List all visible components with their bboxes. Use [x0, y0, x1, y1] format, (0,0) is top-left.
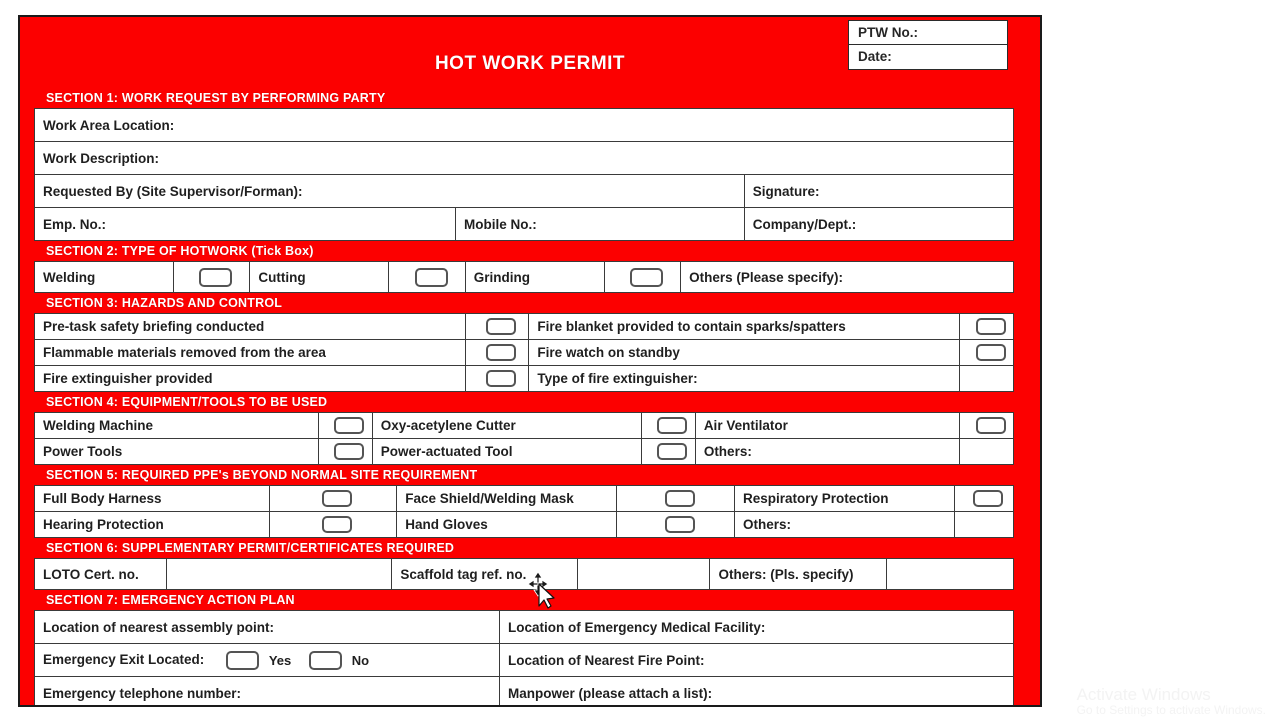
checkbox-icon[interactable]: [665, 490, 695, 507]
ppe-checkbox-full-body-harness[interactable]: [269, 486, 396, 512]
ppe-label-respiratory-protection: Respiratory Protection: [734, 486, 954, 512]
checkbox-icon[interactable]: [630, 268, 663, 287]
checkbox-icon[interactable]: [486, 370, 516, 387]
section-5-table: [34, 485, 1014, 538]
scaffold-tag-input[interactable]: [578, 559, 710, 590]
watermark-line-2: Go to Settings to activate Windows.: [1076, 703, 1266, 718]
table-row: [35, 559, 1014, 590]
hazard-checkbox-fire-blanket[interactable]: [960, 314, 1014, 340]
ptw-no-field[interactable]: PTW No.:: [849, 21, 1007, 45]
hazard-label-pretask-briefing: Pre-task safety briefing conducted: [35, 314, 466, 340]
table-row: [35, 109, 1014, 142]
table-row: [35, 262, 1014, 293]
section-5-header: SECTION 5: REQUIRED PPE's BEYOND NORMAL SITE REQUIREMENT: [34, 465, 1014, 485]
document-header: [20, 17, 1040, 79]
section-6-table: [34, 558, 1014, 590]
activate-windows-watermark: [1077, 685, 1266, 718]
ppe-others-value[interactable]: [955, 512, 1014, 538]
emergency-telephone-cell[interactable]: Emergency telephone number:: [35, 677, 500, 708]
table-row: [35, 142, 1014, 175]
equipment-label-power-actuated-tool: Power-actuated Tool: [372, 439, 641, 465]
requested-by-cell[interactable]: Requested By (Site Supervisor/Forman):: [35, 175, 745, 208]
mobile-no-cell[interactable]: Mobile No.:: [455, 208, 744, 241]
section-6-header: SECTION 6: SUPPLEMENTARY PERMIT/CERTIFICATES REQUIRED: [34, 538, 1014, 558]
ppe-checkbox-hearing-protection[interactable]: [269, 512, 396, 538]
hazard-label-fire-blanket: Fire blanket provided to contain sparks/spatters: [529, 314, 960, 340]
checkbox-icon[interactable]: [415, 268, 448, 287]
medical-facility-cell[interactable]: Location of Emergency Medical Facility:: [500, 611, 1014, 644]
hazard-label-extinguisher-provided: Fire extinguisher provided: [35, 366, 466, 392]
equipment-checkbox-power-tools[interactable]: [318, 439, 372, 465]
checkbox-icon[interactable]: [322, 516, 352, 533]
equipment-label-oxy-acetylene-cutter: Oxy-acetylene Cutter: [372, 413, 641, 439]
hotwork-type-label-welding: Welding: [35, 262, 174, 293]
table-row: [35, 175, 1014, 208]
date-field[interactable]: Date:: [858, 49, 892, 64]
signature-cell[interactable]: Signature:: [744, 175, 1013, 208]
ppe-checkbox-face-shield[interactable]: [617, 486, 734, 512]
checkbox-icon[interactable]: [665, 516, 695, 533]
ppe-label-hand-gloves: Hand Gloves: [397, 512, 617, 538]
section-4-header: SECTION 4: EQUIPMENT/TOOLS TO BE USED: [34, 392, 1014, 412]
section-1-table: [34, 108, 1014, 241]
hotwork-type-others-cell[interactable]: Others (Please specify):: [681, 262, 1014, 293]
table-row: [35, 366, 1014, 392]
work-area-location-cell[interactable]: Work Area Location:: [35, 109, 1014, 142]
checkbox-icon[interactable]: [657, 417, 687, 434]
table-row: [35, 413, 1014, 439]
manpower-cell[interactable]: Manpower (please attach a list):: [500, 677, 1014, 708]
table-row: [35, 340, 1014, 366]
hazard-checkbox-fire-watch[interactable]: [960, 340, 1014, 366]
work-description-cell[interactable]: Work Description:: [35, 142, 1014, 175]
section-3-header: SECTION 3: HAZARDS AND CONTROL: [34, 293, 1014, 313]
checkbox-icon[interactable]: [973, 490, 1003, 507]
hotwork-type-checkbox-grinding[interactable]: [604, 262, 680, 293]
section-1-header: SECTION 1: WORK REQUEST BY PERFORMING PARTY: [34, 88, 1014, 108]
section-2-header: SECTION 2: TYPE OF HOTWORK (Tick Box): [34, 241, 1014, 261]
hazard-checkbox-extinguisher-provided[interactable]: [465, 366, 529, 392]
ptw-info-box: [848, 20, 1008, 70]
hot-work-permit-document: [18, 15, 1042, 707]
hotwork-type-checkbox-cutting[interactable]: [389, 262, 465, 293]
hotwork-type-label-grinding: Grinding: [465, 262, 604, 293]
emp-no-cell[interactable]: Emp. No.:: [35, 208, 456, 241]
loto-cert-label: LOTO Cert. no.: [35, 559, 167, 590]
emergency-exit-yes-checkbox[interactable]: [226, 651, 259, 670]
equipment-checkbox-oxy-acetylene-cutter[interactable]: [641, 413, 695, 439]
hotwork-type-checkbox-welding[interactable]: [174, 262, 250, 293]
table-row: [35, 611, 1014, 644]
supplementary-others-input[interactable]: [886, 559, 1013, 590]
checkbox-icon[interactable]: [334, 417, 364, 434]
emergency-exit-no-checkbox[interactable]: [309, 651, 342, 670]
checkbox-icon[interactable]: [657, 443, 687, 460]
emergency-exit-no-label: No: [351, 652, 370, 668]
ppe-label-others[interactable]: Others:: [734, 512, 954, 538]
equipment-checkbox-welding-machine[interactable]: [318, 413, 372, 439]
assembly-point-cell[interactable]: Location of nearest assembly point:: [35, 611, 500, 644]
emergency-exit-label: Emergency Exit Located:: [43, 651, 205, 667]
equipment-checkbox-power-actuated-tool[interactable]: [641, 439, 695, 465]
equipment-others-value[interactable]: [960, 439, 1014, 465]
supplementary-others-label: Others: (Pls. specify): [710, 559, 886, 590]
ppe-checkbox-hand-gloves[interactable]: [617, 512, 734, 538]
checkbox-icon[interactable]: [199, 268, 232, 287]
hazard-label-flammable-removed: Flammable materials removed from the area: [35, 340, 466, 366]
table-row: [35, 439, 1014, 465]
table-row: [35, 644, 1014, 677]
ppe-label-face-shield: Face Shield/Welding Mask: [397, 486, 617, 512]
section-7-header: SECTION 7: EMERGENCY ACTION PLAN: [34, 590, 1014, 610]
loto-cert-input[interactable]: [167, 559, 392, 590]
emergency-exit-cell[interactable]: [35, 644, 500, 677]
company-dept-cell[interactable]: Company/Dept.:: [744, 208, 1013, 241]
table-row: [35, 677, 1014, 708]
hazard-label-extinguisher-type[interactable]: Type of fire extinguisher:: [529, 366, 960, 392]
emergency-exit-yes-label: Yes: [268, 652, 292, 668]
checkbox-icon[interactable]: [486, 318, 516, 335]
scaffold-tag-label: Scaffold tag ref. no.: [392, 559, 578, 590]
table-row: [35, 512, 1014, 538]
hazard-label-fire-watch: Fire watch on standby: [529, 340, 960, 366]
equipment-label-others[interactable]: Others:: [695, 439, 959, 465]
equipment-label-power-tools: Power Tools: [35, 439, 319, 465]
equipment-label-air-ventilator: Air Ventilator: [695, 413, 959, 439]
section-3-table: [34, 313, 1014, 392]
hazard-checkbox-flammable-removed[interactable]: [465, 340, 529, 366]
hazard-checkbox-pretask-briefing[interactable]: [465, 314, 529, 340]
watermark-line-1: Activate Windows: [1076, 684, 1211, 704]
section-4-table: [34, 412, 1014, 465]
checkbox-icon[interactable]: [334, 443, 364, 460]
table-row: [35, 314, 1014, 340]
equipment-checkbox-air-ventilator[interactable]: [960, 413, 1014, 439]
checkbox-icon[interactable]: [976, 318, 1006, 335]
section-7-table: [34, 610, 1014, 707]
checkbox-icon[interactable]: [486, 344, 516, 361]
nearest-fire-point-cell[interactable]: Location of Nearest Fire Point:: [500, 644, 1014, 677]
ppe-checkbox-respiratory-protection[interactable]: [955, 486, 1014, 512]
ppe-label-hearing-protection: Hearing Protection: [35, 512, 270, 538]
ppe-label-full-body-harness: Full Body Harness: [35, 486, 270, 512]
form-body: [34, 88, 1014, 707]
section-2-table: [34, 261, 1014, 293]
hazard-extinguisher-type-value[interactable]: [960, 366, 1014, 392]
page-title: HOT WORK PERMIT: [434, 53, 626, 74]
hotwork-type-label-cutting: Cutting: [250, 262, 389, 293]
equipment-label-welding-machine: Welding Machine: [35, 413, 319, 439]
table-row: [35, 486, 1014, 512]
checkbox-icon[interactable]: [976, 417, 1006, 434]
checkbox-icon[interactable]: [976, 344, 1006, 361]
checkbox-icon[interactable]: [322, 490, 352, 507]
table-row: [35, 208, 1014, 241]
